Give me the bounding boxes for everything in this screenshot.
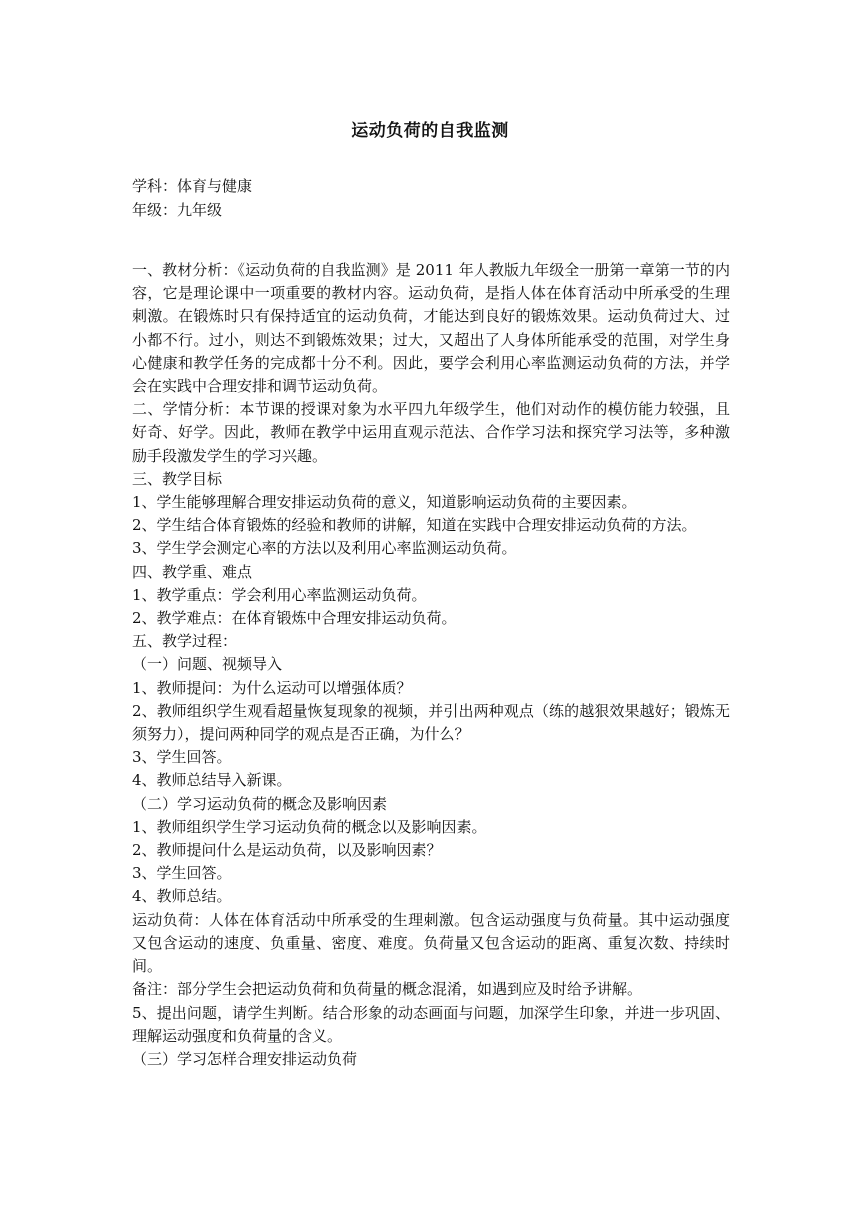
grade-line: 年级：九年级 [132, 201, 223, 219]
paragraph: 1、学生能够理解合理安排运动负荷的意义，知道影响运动负荷的主要因素。 [132, 493, 637, 512]
paragraph: 4、教师总结导入新课。 [132, 771, 292, 790]
section-heading: 四、教学重、难点 [132, 562, 253, 581]
paragraph: 5、提出问题，请学生判断。结合形象的动态画面与问题，加深学生印象，并进一步巩固、理解运动强度和负荷量的含义。 [132, 1003, 730, 1045]
subsection-heading: （三）学习怎样合理安排运动负荷 [132, 1049, 358, 1068]
document-title: 运动负荷的自我监测 [351, 121, 509, 141]
paragraph: 1、教学重点：学会利用心率监测运动负荷。 [132, 585, 427, 604]
paragraph: 备注：部分学生会把运动负荷和负荷量的概念混淆，如遇到应及时给予讲解。 [132, 980, 643, 999]
subject-line: 学科：体育与健康 [132, 177, 253, 195]
paragraph: 2、教师提问什么是运动负荷，以及影响因素？ [132, 841, 442, 860]
paragraph: 一、教材分析：《运动负荷的自我监测》是 2011 年人教版九年级全一册第一章第一节的内容，它是理论课中一项重要的教材内容。运动负荷，是指人体在体育活动中所承受的生理刺激。在锻炼时只有保持适宜的运动负荷，才能达到良好的锻炼效果。运动负荷过大、过小都不行。过小，则达不到锻炼效果；过大，又超出了人身体所能承受的范围，对学生身心健康和教学任务的完成都十分不利。因此，要学会利用心率监测运动负荷的方法，并学会在实践中合理安排和调节运动负荷。 [132, 261, 730, 396]
paragraph: 3、学生回答。 [132, 748, 232, 767]
paragraph: 3、学生回答。 [132, 864, 232, 883]
paragraph: 2、教师组织学生观看超量恢复现象的视频，并引出两种观点（练的越狠效果越好；锻炼无须努力），提问两种同学的观点是否正确，为什么？ [132, 701, 730, 744]
document-meta [132, 174, 732, 222]
paragraph: 1、教师组织学生学习运动负荷的概念以及影响因素。 [132, 817, 487, 836]
section-heading: 三、教学目标 [132, 469, 223, 488]
paragraph: 2、学生结合体育锻炼的经验和教师的讲解，知道在实践中合理安排运动负荷的方法。 [132, 516, 697, 535]
section-heading: 五、教学过程： [132, 632, 238, 651]
document-body [132, 259, 730, 1071]
subsection-heading: （一）问题、视频导入 [132, 655, 283, 674]
paragraph: 4、教师总结。 [132, 887, 232, 906]
paragraph: 3、学生学会测定心率的方法以及利用心率监测运动负荷。 [132, 539, 517, 558]
subsection-heading: （二）学习运动负荷的概念及影响因素 [132, 794, 388, 813]
paragraph: 二、学情分析：本节课的授课对象为水平四九年级学生，他们对动作的模仿能力较强，且好奇、好学。因此，教师在教学中运用直观示范法、合作学习法和探究学习法等，多种激励手段激发学生的学习兴趣。 [132, 400, 730, 465]
paragraph: 1、教师提问：为什么运动可以增强体质？ [132, 678, 412, 697]
paragraph: 运动负荷：人体在体育活动中所承受的生理刺激。包含运动强度与负荷量。其中运动强度又包含运动的速度、负重量、密度、难度。负荷量又包含运动的距离、重复次数、持续时间。 [132, 910, 730, 976]
paragraph: 2、教学难点：在体育锻炼中合理安排运动负荷。 [132, 609, 457, 628]
